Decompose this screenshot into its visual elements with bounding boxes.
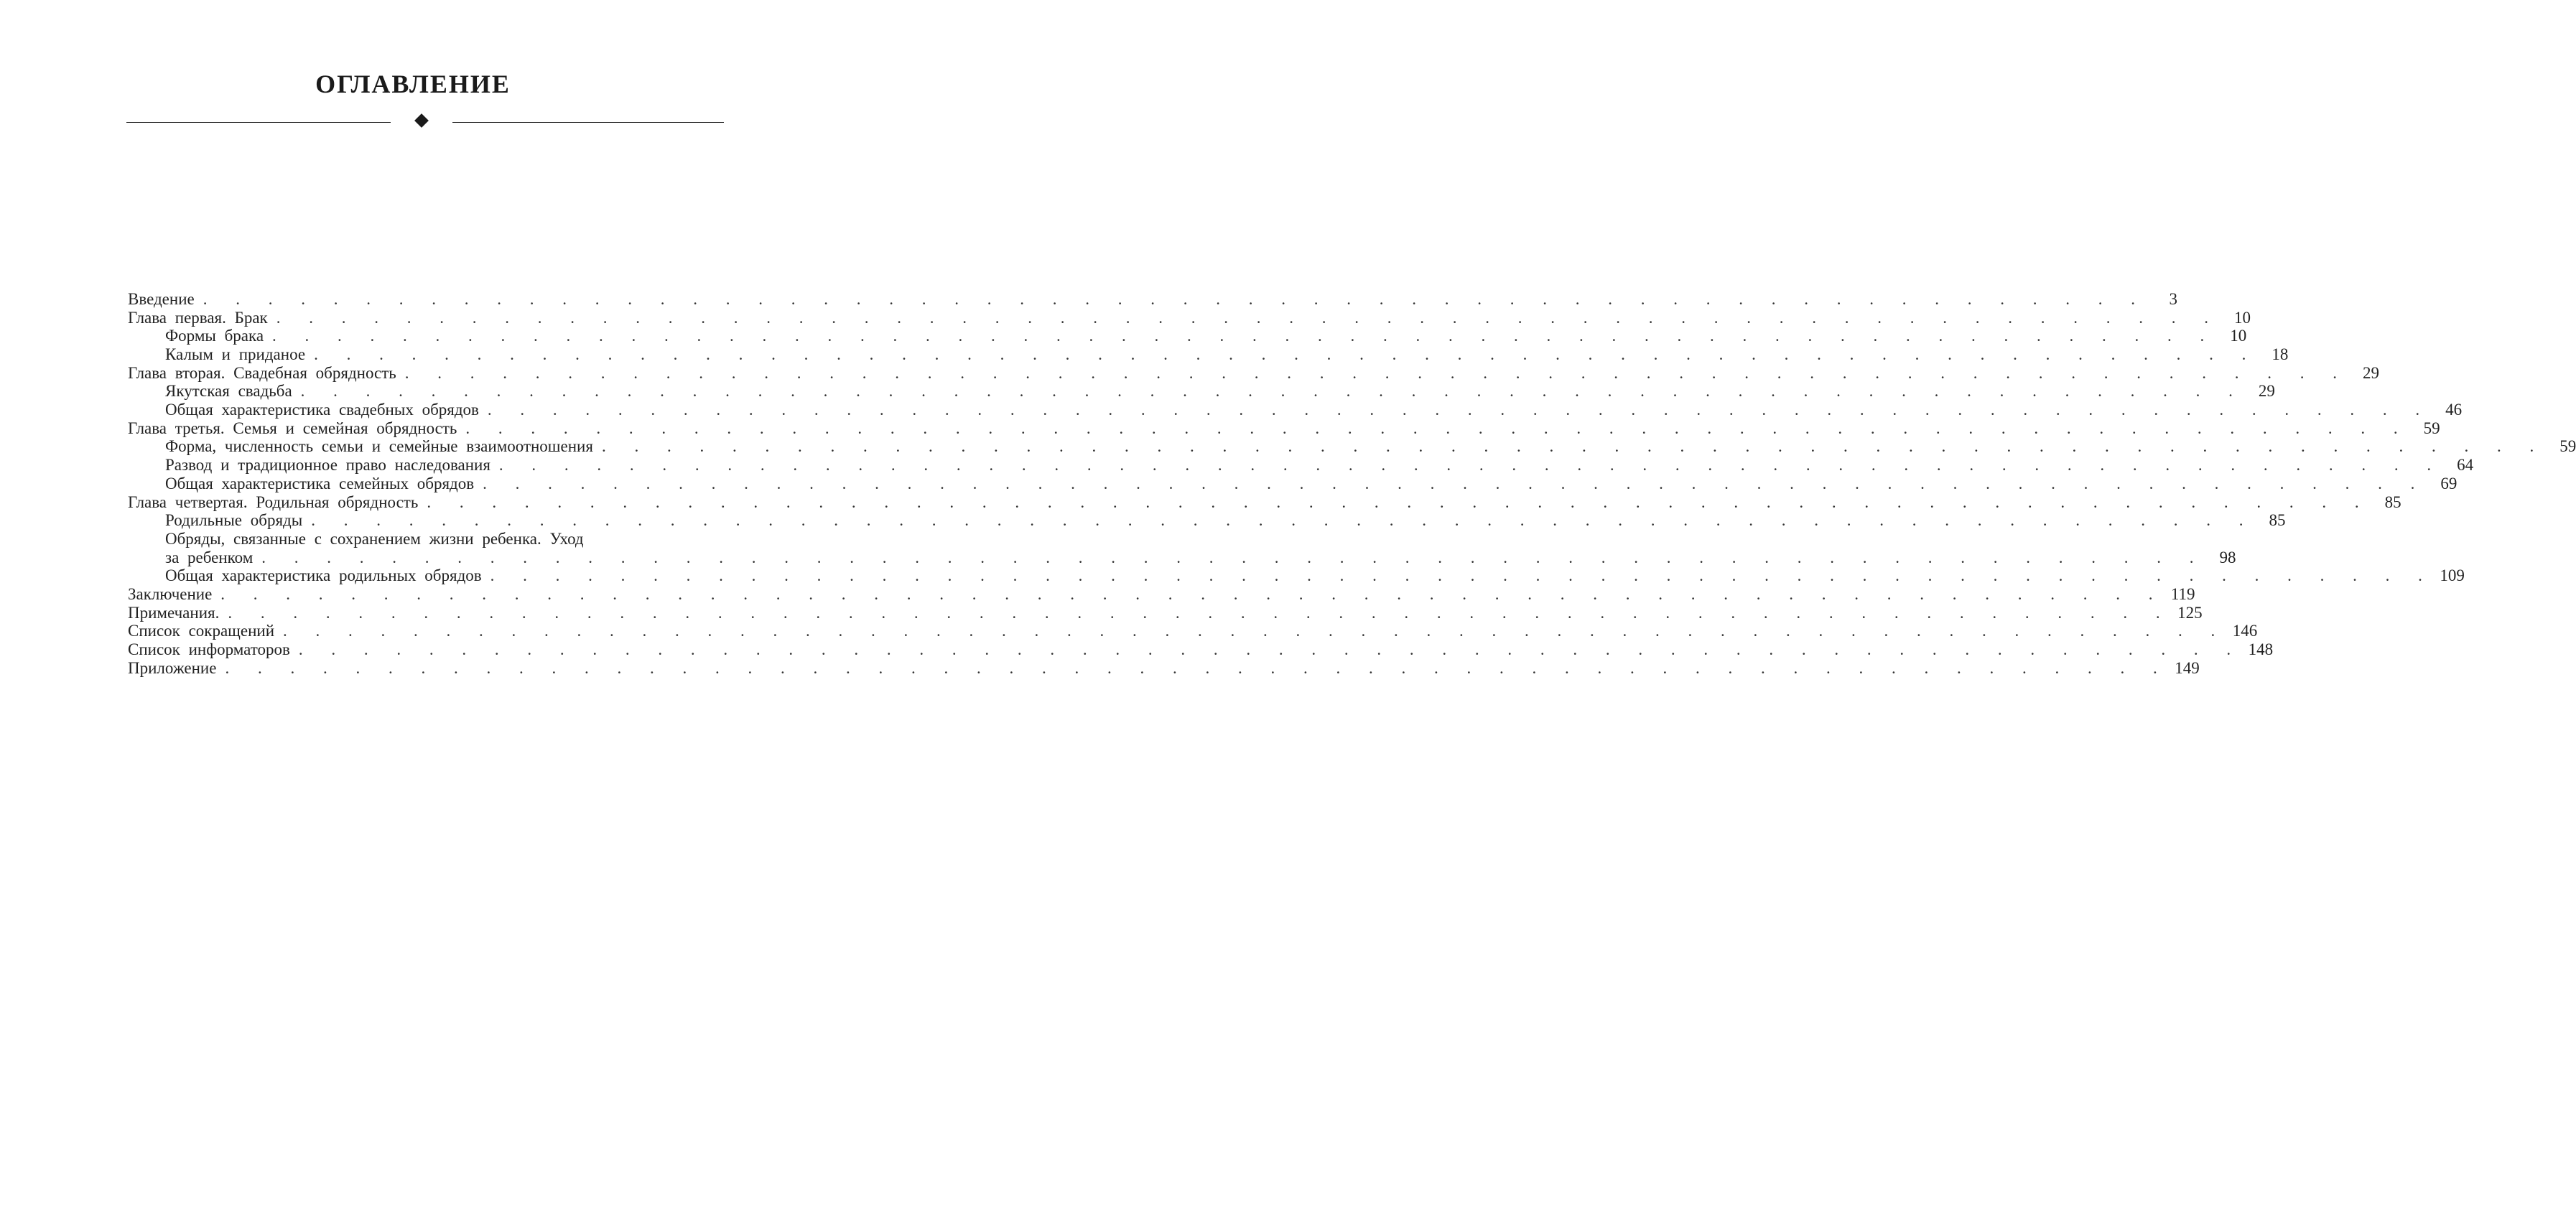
toc-entry-label: Введение	[128, 289, 195, 308]
dot-leader: . . . . . . . . . . . . . . . . . . . . . . . . . . . . . . . . . . . . . . . . . . . . . . . . . . . . . . . . . . . .	[225, 658, 2170, 677]
toc-page-number: 98	[2219, 548, 2236, 566]
toc-entry-label: Общая характеристика семейных обрядов	[165, 474, 475, 493]
toc-entry[interactable]	[128, 327, 2247, 345]
toc-page-number: 69	[2440, 474, 2458, 493]
toc-entry-label: за ребенком	[165, 548, 254, 566]
toc-entry-label: Список сокращений	[128, 622, 275, 640]
toc-page-number: 29	[2363, 363, 2380, 382]
toc-page-number: 148	[2248, 640, 2274, 659]
toc-entry[interactable]	[128, 419, 2440, 438]
dot-leader: . . . . . . . . . . . . . . . . . . . . . . . . . . . . . . . . . . . . . . . . . . . . . . . . . . . . . . . . . . . .	[601, 437, 2547, 456]
dot-leader: . . . . . . . . . . . . . . . . . . . . . . . . . . . . . . . . . . . . . . . . . . . . . . . . . . . . . . . . . . . .	[311, 511, 2256, 530]
dot-leader: . . . . . . . . . . . . . . . . . . . . . . . . . . . . . . . . . . . . . . . . . . . . . . . . . . . . . . . . . . . .	[276, 308, 2221, 327]
toc-entry[interactable]	[128, 456, 2474, 475]
toc-entry[interactable]	[128, 622, 2258, 640]
diamond-ornament-icon	[414, 113, 429, 128]
toc-entry[interactable]	[128, 566, 2465, 585]
dot-leader: . . . . . . . . . . . . . . . . . . . . . . . . . . . . . . . . . . . . . . . . . . . . . . . . . . . . . . . . . . . .	[300, 382, 2245, 401]
dot-leader: . . . . . . . . . . . . . . . . . . . . . . . . . . . . . . . . . . . . . . . . . . . . . . . . . . . . . . . . . . . .	[483, 474, 2427, 493]
toc-entry[interactable]	[128, 548, 2236, 567]
toc-page-number: 149	[2175, 658, 2200, 677]
toc-page-number: 18	[2272, 345, 2289, 364]
toc-entry[interactable]	[128, 584, 2195, 604]
toc-page-number: 3	[2169, 289, 2177, 308]
toc-entry[interactable]	[128, 437, 2576, 457]
toc-entry-label: Глава третья. Семья и семейная обрядность	[128, 419, 457, 437]
toc-entry-label: Приложение	[128, 658, 217, 677]
dot-leader: . . . . . . . . . . . . . . . . . . . . . . . . . . . . . . . . . . . . . . . . . . . . . . . . . . . . . . . . . . . .	[314, 345, 2259, 364]
toc-entry[interactable]	[128, 493, 2401, 512]
toc-page-number: 46	[2445, 401, 2463, 419]
dot-leader: . . . . . . . . . . . . . . . . . . . . . . . . . . . . . . . . . . . . . . . . . . . . . . . . . . . . . . . . . . . .	[283, 622, 2228, 640]
toc-entry-label: Формы брака	[165, 327, 264, 345]
toc-entry-label: Примечания.	[128, 603, 220, 622]
toc-page-number: 119	[2170, 584, 2195, 603]
toc-entry[interactable]	[128, 363, 2380, 383]
table-of-contents	[128, 289, 2576, 677]
toc-entry[interactable]	[128, 640, 2274, 659]
toc-entry-label: Список информаторов	[128, 640, 290, 659]
dot-leader: . . . . . . . . . . . . . . . . . . . . . . . . . . . . . . . . . . . . . . . . . . . . . . . . . . . . . . . . . . . .	[404, 363, 2350, 382]
dot-leader: . . . . . . . . . . . . . . . . . . . . . . . . . . . . . . . . . . . . . . . . . . . . . . . . . . . . . . . . . . . .	[490, 566, 2435, 585]
toc-page-number: 10	[2230, 327, 2247, 345]
toc-entry-label: Глава вторая. Свадебная обрядность	[128, 363, 396, 382]
dot-leader: . . . . . . . . . . . . . . . . . . . . . . . . . . . . . . . . . . . . . . . . . . . . . . . . . . . . . . . . . . . .	[465, 419, 2410, 437]
toc-page-number: 146	[2232, 622, 2258, 640]
toc-page-number: 59	[2559, 437, 2576, 456]
toc-entry-label: Общая характеристика свадебных обрядов	[165, 401, 479, 419]
toc-entry[interactable]	[128, 603, 2203, 622]
toc-entry-label: Глава четвертая. Родильная обрядность	[128, 493, 419, 511]
dot-leader: . . . . . . . . . . . . . . . . . . . . . . . . . . . . . . . . . . . . . . . . . . . . . . . . . . . . . . . . . . . .	[272, 327, 2217, 345]
page-title: ОГЛАВЛЕНИЕ	[315, 70, 511, 98]
toc-entry[interactable]	[128, 289, 2177, 309]
toc-page-number: 29	[2258, 382, 2275, 401]
toc-entry-label: Заключение	[128, 584, 213, 603]
toc-entry[interactable]	[128, 511, 2286, 530]
toc-entry[interactable]	[128, 345, 2289, 364]
toc-page-number: 59	[2423, 419, 2440, 437]
toc-entry-line	[128, 530, 711, 549]
toc-entry-label: Развод и традиционное право наследования	[165, 456, 490, 475]
toc-entry-label: Родильные обряды	[165, 511, 303, 530]
toc-entry[interactable]	[128, 401, 2463, 419]
dot-leader: . . . . . . . . . . . . . . . . . . . . . . . . . . . . . . . . . . . . . . . . . . . . . . . . . . . . . . . . . . . .	[298, 640, 2243, 659]
toc-entry-label: Общая характеристика родильных обрядов	[165, 566, 482, 585]
dot-leader: . . . . . . . . . . . . . . . . . . . . . . . . . . . . . . . . . . . . . . . . . . . . . . . . . . . . . . . . . . . .	[498, 456, 2444, 475]
toc-entry-label: Глава первая. Брак	[128, 308, 268, 327]
toc-entry[interactable]	[128, 474, 2458, 493]
toc-entry-label: Форма, численность семьи и семейные взаимоотношения	[165, 437, 593, 456]
toc-entry[interactable]	[128, 382, 2275, 401]
toc-page-number: 125	[2177, 603, 2203, 622]
dot-leader: . . . . . . . . . . . . . . . . . . . . . . . . . . . . . . . . . . . . . . . . . . . . . . . . . . . . . . . . . . . .	[203, 289, 2147, 308]
dot-leader: . . . . . . . . . . . . . . . . . . . . . . . . . . . . . . . . . . . . . . . . . . . . . . . . . . . . . . . . . . . .	[261, 548, 2206, 566]
toc-page-number: 85	[2269, 511, 2286, 530]
toc-page-number: 109	[2440, 566, 2465, 585]
dot-leader: . . . . . . . . . . . . . . . . . . . . . . . . . . . . . . . . . . . . . . . . . . . . . . . . . . . . . . . . . . . .	[487, 401, 2432, 419]
toc-page-number: 10	[2233, 308, 2251, 327]
toc-page-number: 64	[2457, 456, 2474, 475]
title-rule-left	[126, 122, 391, 123]
dot-leader: . . . . . . . . . . . . . . . . . . . . . . . . . . . . . . . . . . . . . . . . . . . . . . . . . . . . . . . . . . . .	[427, 493, 2371, 511]
toc-page-number: 85	[2384, 493, 2401, 511]
toc-entry[interactable]	[128, 658, 2200, 678]
title-rule-right	[452, 122, 724, 123]
dot-leader: . . . . . . . . . . . . . . . . . . . . . . . . . . . . . . . . . . . . . . . . . . . . . . . . . . . . . . . . . . . .	[228, 603, 2172, 622]
toc-entry-label: Якутская свадьба	[165, 382, 292, 401]
toc-entry[interactable]	[128, 308, 2251, 327]
dot-leader: . . . . . . . . . . . . . . . . . . . . . . . . . . . . . . . . . . . . . . . . . . . . . . . . . . . . . . . . . . . .	[220, 584, 2165, 603]
toc-entry-label: Обряды, связанные с сохранением жизни ребенка. Уход	[165, 529, 584, 548]
toc-entry-label: Калым и приданое	[165, 345, 306, 364]
